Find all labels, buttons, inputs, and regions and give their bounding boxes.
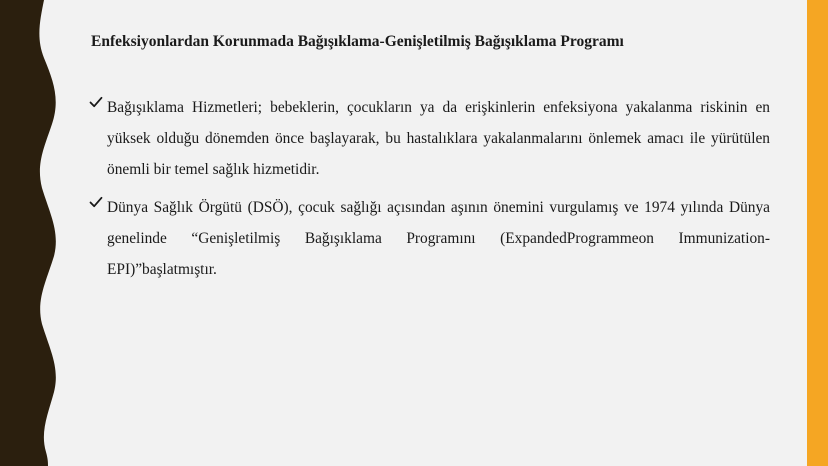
right-accent-bar bbox=[807, 0, 828, 466]
bullet-list bbox=[88, 92, 770, 292]
bullet-item bbox=[88, 92, 770, 185]
checkmark-icon bbox=[89, 95, 103, 109]
checkmark-icon bbox=[89, 195, 103, 209]
bullet-item bbox=[88, 192, 770, 285]
slide-title: Enfeksiyonlardan Korunmada Bağışıklama-Genişletilmiş Bağışıklama Programı bbox=[91, 33, 624, 50]
bullet-text: Dünya Sağlık Örgütü (DSÖ), çocuk sağlığı açısından aşının önemini vurgulamış ve 1974 yılında Dünya genelinde “Genişletilmiş Bağışıklama Programını (ExpandedProgrammeon Immunization-EPI)”başlatmıştır. bbox=[107, 199, 770, 278]
left-wave-decoration bbox=[0, 0, 80, 466]
bullet-text: Bağışıklama Hizmetleri; bebeklerin, çocukların ya da erişkinlerin enfeksiyona yakalanma riskinin en yüksek olduğu dönemden önce başlayarak, bu hastalıklara yakalanmalarını önlemek amacı ile yürütülen önemli bir temel sağlık hizmetidir. bbox=[107, 99, 770, 178]
